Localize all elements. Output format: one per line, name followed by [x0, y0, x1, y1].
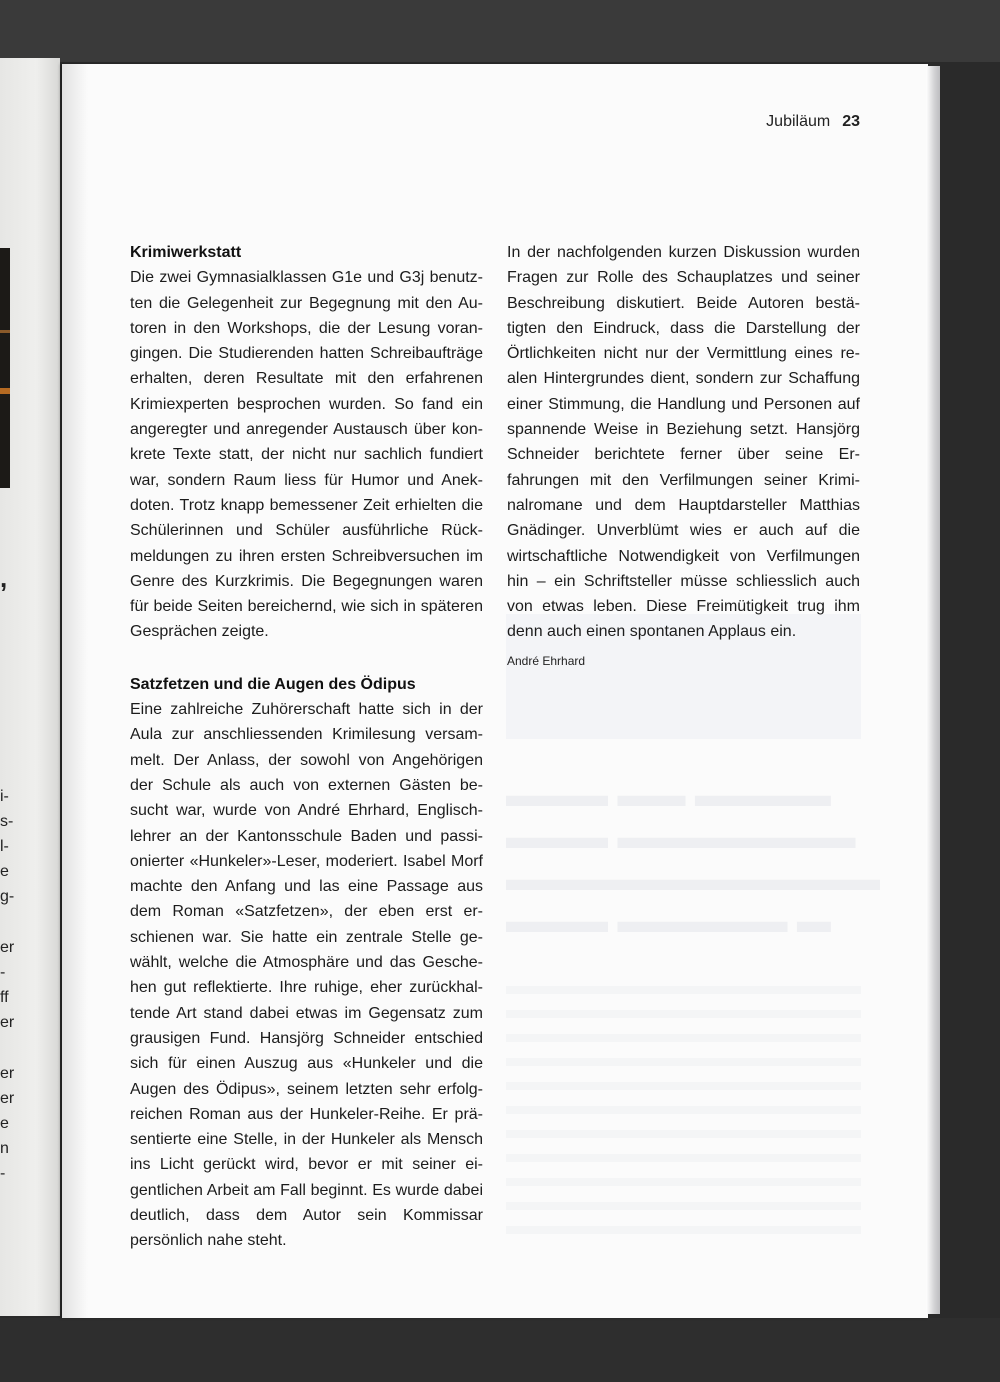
article-column-right [507, 240, 860, 669]
show-through-shade [506, 1202, 861, 1210]
scan-background-top [0, 0, 1000, 62]
left-page-text-fragment: e [0, 1115, 9, 1132]
gutter-shadow [62, 64, 88, 1318]
left-page-text-fragment: er [0, 939, 15, 956]
left-page-text-fragment: - [0, 964, 6, 981]
body-paragraph: In der nachfolgenden kurzen Diskussion wurden Fragen zur Rolle des Schauplatzes und seiner Beschreibung diskutiert. Beide Autoren bestätigten den Eindruck, dass die Darstellung der Örtlichkeiten nicht nur der Vermittlung eines realen Hintergrundes dient, sondern zur Schaffung einer Stimmung, die Handlung und Personen auf spannende Weise in Beziehung setzt. Hansjörg Schneider berichtete ferner über seine Erfahrungen mit den Verfilmungen seiner Kriminalromane und dem Hauptdarsteller Matthias Gnädinger. Unverblümt wies er auch auf die wirtschaftliche Notwendigkeit von Verfilmungen hin – ein Schriftsteller müsse schliesslich auch von etwas leben. Diese Freimütigkeit trug ihm denn auch einen spontanen Applaus ein. [507, 244, 860, 641]
left-page-heading-fragment: , [0, 563, 8, 593]
body-paragraph: Die zwei Gymnasialklassen G1e und G3j benutzten die Gelegenheit zur Begegnung mit den Autoren in den Workshops, die der Lesung vorangingen. Die Studierenden hatten Schreibaufträge erhalten, deren Resultate mit den erfahrenen Krimiexperten besprochen wurden. So fand ein angeregter und anregender Austausch über konkrete Texte statt, der nicht nur sachlich fundiert war, sondern Raum liess für Humor und Anekdoten. Trotz knapp bemessener Zeit erhielten die Schülerinnen und Schüler ausführliche Rückmeldungen zu ihren ersten Schreibversuchen im Genre des Kurzkrimis. Die Begegnungen waren für beide Seiten bereichernd, wie sich in späteren Gesprächen zeigte. [130, 269, 483, 641]
show-through-shade [506, 1058, 861, 1066]
scan-background-bottom [0, 1318, 1000, 1382]
left-page-text-fragment: er [0, 1065, 15, 1082]
running-header [700, 113, 860, 131]
subheading-satzfetzen: Satzfetzen und die Augen des Ödipus [130, 675, 416, 693]
left-page-edge [0, 58, 60, 1316]
show-through-shade [506, 1034, 861, 1042]
left-page-text-fragment: e [0, 863, 9, 880]
left-page-text-fragment: er [0, 1014, 15, 1031]
show-through-shade [506, 1226, 861, 1234]
section-title: Jubiläum [766, 113, 831, 130]
left-page-text-fragment: g- [0, 888, 15, 905]
show-through-shade [506, 1106, 861, 1114]
show-through-shade [506, 1130, 861, 1138]
show-through-shade [506, 1082, 861, 1090]
left-page-text-fragment: l- [0, 838, 9, 855]
left-page-photo-detail [0, 388, 10, 394]
left-page-photo [0, 248, 10, 488]
left-page-text-fragment: ff [0, 989, 9, 1006]
paragraph-gap [130, 645, 483, 672]
body-paragraph: Eine zahlreiche Zuhörerschaft hatte sich in der Aula zur anschliessenden Krimilesung versammelt. Der Anlass, der sowohl von Angehörigen der Schule als auch von externen Gästen besucht war, wurde von André Ehrhard, Englischlehrer an der Kantonsschule Baden und passionierter «Hunkeler»-Leser, moderiert. Isabel Morf machte den Anfang und las eine Passage aus dem Roman «Satzfetzen», der eben erst erschienen war. Sie hatte ein zentrale Stelle gewählt, welche die Atmosphäre und das Geschehen gut reflektierte. Ihre ruhige, eher zurückhaltende Art stand dabei etwas im Gegensatz zum grausigen Fund. Hansjörg Schneider entschied sich für einen Auszug aus «Hunkeler und die Augen des Ödipus», seinem letzten sehr erfolgreichen Roman aus der Hunkeler-Reihe. Er präsentierte eine Stelle, in der Hunkeler als Mensch ins Licht gerückt wird, bevor er mit seiner eigentlichen Arbeit am Fall beginnt. Es wurde dabei deutlich, dass dem Autor sein Kommissar persönlich nahe steht. [130, 701, 483, 1250]
show-through-shade [506, 1154, 861, 1162]
left-page-text-fragment: er [0, 1090, 15, 1107]
author-byline: André Ehrhard [507, 653, 586, 668]
page-block-edge [926, 66, 940, 1314]
left-page-text-fragment: - [0, 1165, 6, 1182]
left-page-text-fragment: n [0, 1140, 9, 1157]
left-page-text-fragment: s- [0, 813, 14, 830]
show-through-shade [506, 1010, 861, 1018]
page-number: 23 [842, 113, 860, 130]
show-through-shade [506, 1178, 861, 1186]
show-through-shade: ▬▬▬ ▬▬ ▬▬▬▬ ▬▬▬ ▬▬▬▬▬▬▬ ▬▬▬▬▬▬▬▬▬▬▬ ▬▬▬ ▬▬▬▬▬ ▬ [506, 776, 880, 940]
left-page-text-fragment: i- [0, 788, 9, 805]
left-page-photo-detail [0, 330, 10, 333]
subheading-krimiwerkstatt: Krimiwerkstatt [130, 244, 242, 261]
show-through-shade [506, 986, 861, 994]
article-column-left [130, 240, 483, 1254]
